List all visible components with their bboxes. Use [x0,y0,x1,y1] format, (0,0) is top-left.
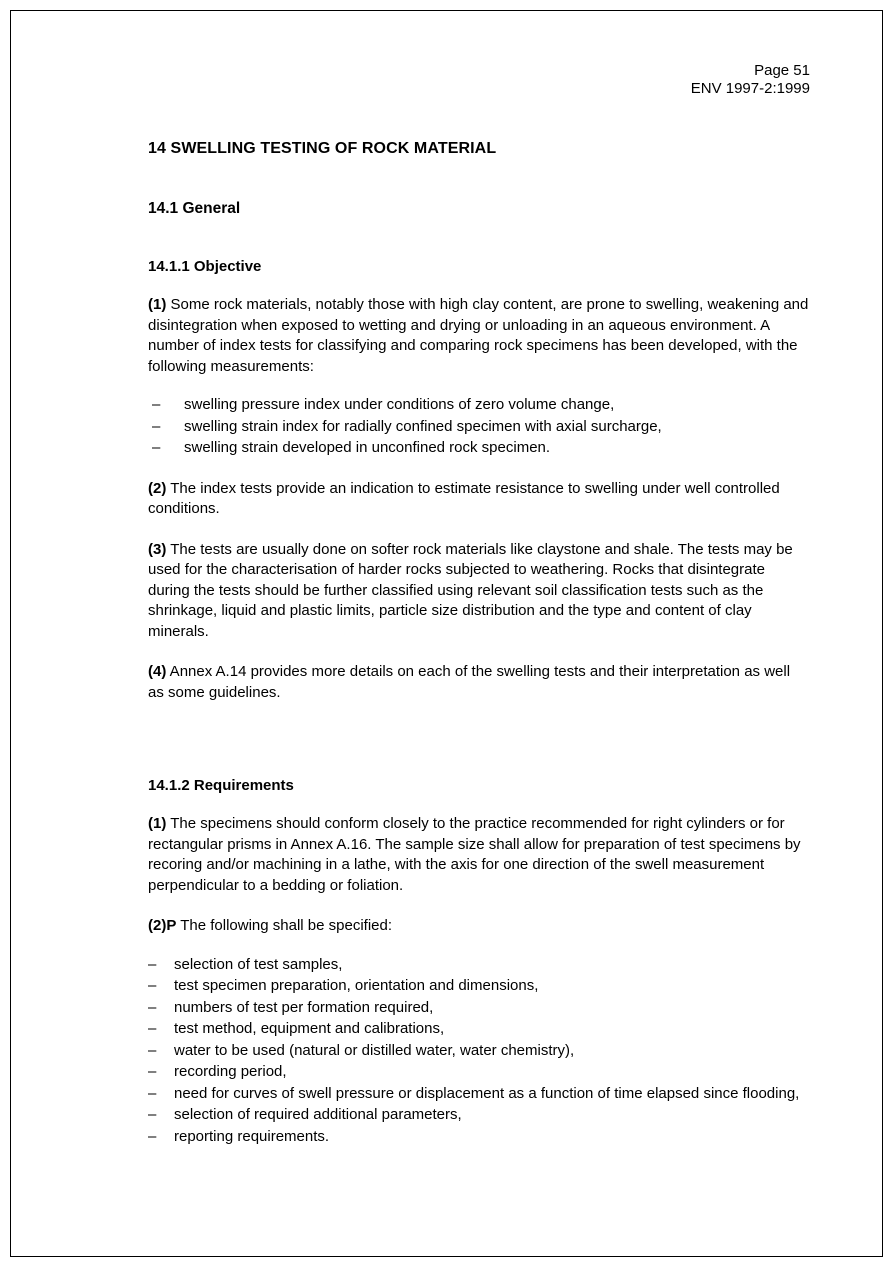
clause-text: The index tests provide an indication to estimate resistance to swelling under well controlled conditions. [148,479,780,517]
list-item-label: swelling strain index for radially confined specimen with axial surcharge, [184,417,662,435]
list-item-label: water to be used (natural or distilled water, water chemistry), [174,1041,575,1059]
list-item-label: reporting requirements. [174,1127,330,1145]
objective-paragraph-3 [148,540,810,643]
clause-text: Annex A.14 provides more details on each of the swelling tests and their interpretation as well as some guidelines. [148,663,791,701]
clause-text: Some rock materials, notably those with high clay content, are prone to swelling, weakening and disintegration when exposed to wetting and drying or unloading in an aqueous environment. A number of index tests for classifying and comparing rock specimens has been developed, with the following measurements: [148,296,809,375]
page-header [148,62,810,98]
requirements-paragraph-2 [148,916,810,937]
list-item [148,976,810,997]
objective-paragraph-1 [148,295,810,377]
list-item-label: test method, equipment and calibrations, [174,1020,445,1037]
list-item [148,1105,810,1126]
objective-measurement-list [148,395,810,459]
list-item [148,1127,810,1148]
clause-number: (1) [148,815,167,832]
list-item-label: recording period, [174,1063,287,1080]
dash-icon: – [148,1127,157,1145]
list-item-label: swelling pressure index under conditions of zero volume change, [184,396,615,413]
chapter-heading: 14 SWELLING TESTING OF ROCK MATERIAL [148,140,497,157]
list-item [148,438,810,459]
section-heading-general: 14.1 General [148,200,241,217]
list-item-label: numbers of test per formation required, [174,998,434,1016]
list-item [148,955,810,976]
dash-icon: – [148,998,157,1016]
dash-icon: – [148,955,157,973]
subsection-heading-objective: 14.1.1 Objective [148,258,262,275]
dash-icon: – [152,417,161,435]
list-item-label: selection of required additional parameters, [174,1106,462,1123]
list-item [148,395,810,416]
page-content [148,62,810,1148]
objective-paragraph-2 [148,479,810,520]
list-item [148,1062,810,1083]
list-item [148,417,810,438]
clause-text: The tests are usually done on softer rock materials like claystone and shale. The tests may be used for the characterisation of harder rocks subjected to weathering. Rocks that disintegrate during the tests should be further classified using relevant soil classification tests such as the shrinkage, liquid and plastic limits, particle size distribution and the type and content of clay minerals. [148,540,793,640]
list-item-label: selection of test samples, [174,955,343,973]
dash-icon: – [148,1084,157,1102]
list-item [148,1084,810,1105]
dash-icon: – [152,439,161,456]
clause-number: (4) [148,663,167,680]
dash-icon: – [148,1020,157,1037]
dash-icon: – [152,396,161,413]
requirements-paragraph-1 [148,814,810,896]
section-spacer [148,703,810,737]
objective-paragraph-4 [148,662,810,703]
clause-number: (2)P [148,917,177,934]
list-item-label: need for curves of swell pressure or displacement as a function of time elapsed since flooding, [174,1084,800,1102]
clause-text: The specimens should conform closely to the practice recommended for right cylinders or for rectangular prisms in Annex A.16. The sample size shall allow for preparation of test specimens by recoring and/or machining in a lathe, with the axis for one direction of the swell measurement perpendicular to a bedding or foliation. [148,815,801,894]
list-item [148,998,810,1019]
dash-icon: – [148,1106,157,1123]
clause-number: (1) [148,296,167,313]
clause-text: The following shall be specified: [176,917,393,934]
dash-icon: – [148,1063,157,1080]
list-item [148,1019,810,1040]
dash-icon: – [148,1041,157,1059]
clause-number: (3) [148,540,167,558]
standard-reference-label: ENV 1997-2:1999 [690,80,810,97]
clause-number: (2) [148,479,167,497]
page-number-label: Page 51 [754,62,810,79]
list-item-label: test specimen preparation, orientation and dimensions, [174,977,539,994]
dash-icon: – [148,977,157,994]
subsection-heading-requirements: 14.1.2 Requirements [148,777,294,794]
requirements-specification-list [148,955,810,1148]
list-item [148,1041,810,1062]
list-item-label: swelling strain developed in unconfined rock specimen. [184,439,551,456]
